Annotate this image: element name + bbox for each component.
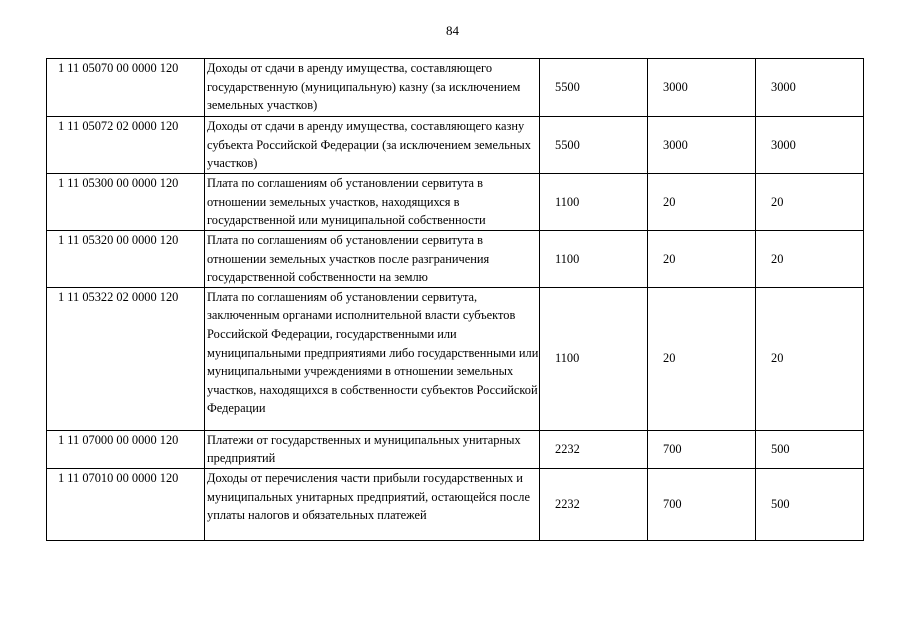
table-row <box>47 287 864 430</box>
revenue-description-cell: Плата по соглашениям об установлении сервитута, заключенным органами исполнительной власти субъектов Российской Федерации, государственными или муниципальными предприятиями либо государственными или муниципальными учреждениями в отношении земельных участков, находящихся в собственности субъектов Российской Федерации <box>205 287 540 430</box>
table-row <box>47 468 864 540</box>
amount-cell-3: 20 <box>756 231 864 288</box>
revenue-description-cell: Доходы от сдачи в аренду имущества, составляющего казну субъекта Российской Федерации (за исключением земельных участков) <box>205 117 540 174</box>
revenue-description-cell: Доходы от перечисления части прибыли государственных и муниципальных унитарных предприятий, остающейся после уплаты налогов и обязательных платежей <box>205 468 540 540</box>
amount-cell-1: 2232 <box>540 468 648 540</box>
revenue-code-cell: 1 11 07000 00 0000 120 <box>47 430 205 468</box>
amount-cell-3: 20 <box>756 287 864 430</box>
amount-cell-1: 2232 <box>540 430 648 468</box>
amount-cell-1: 1100 <box>540 231 648 288</box>
amount-cell-1: 1100 <box>540 174 648 231</box>
amount-cell-2: 3000 <box>648 117 756 174</box>
table-row <box>47 231 864 288</box>
revenue-code-cell: 1 11 05300 00 0000 120 <box>47 174 205 231</box>
table-row <box>47 117 864 174</box>
page-number: 84 <box>446 23 459 38</box>
amount-cell-3: 20 <box>756 174 864 231</box>
revenue-code-cell: 1 11 07010 00 0000 120 <box>47 468 205 540</box>
amount-cell-3: 500 <box>756 430 864 468</box>
table-row <box>47 174 864 231</box>
budget-revenue-table <box>46 58 864 541</box>
revenue-description-cell: Доходы от сдачи в аренду имущества, составляющего государственную (муниципальную) казну (за исключением земельных участков) <box>205 59 540 117</box>
revenue-code-cell: 1 11 05070 00 0000 120 <box>47 59 205 117</box>
amount-cell-3: 3000 <box>756 117 864 174</box>
table-row <box>47 430 864 468</box>
revenue-description-cell: Плата по соглашениям об установлении сервитута в отношении земельных участков, находящихся в государственной или муниципальной собственности <box>205 174 540 231</box>
revenue-code-cell: 1 11 05322 02 0000 120 <box>47 287 205 430</box>
amount-cell-2: 700 <box>648 468 756 540</box>
amount-cell-3: 500 <box>756 468 864 540</box>
amount-cell-1: 1100 <box>540 287 648 430</box>
revenue-code-cell: 1 11 05320 00 0000 120 <box>47 231 205 288</box>
amount-cell-1: 5500 <box>540 59 648 117</box>
amount-cell-2: 20 <box>648 231 756 288</box>
amount-cell-1: 5500 <box>540 117 648 174</box>
amount-cell-2: 700 <box>648 430 756 468</box>
revenue-description-cell: Плата по соглашениям об установлении сервитута в отношении земельных участков после разграничения государственной собственности на землю <box>205 231 540 288</box>
amount-cell-2: 20 <box>648 287 756 430</box>
table-row <box>47 59 864 117</box>
amount-cell-2: 3000 <box>648 59 756 117</box>
revenue-description-cell: Платежи от государственных и муниципальных унитарных предприятий <box>205 430 540 468</box>
amount-cell-3: 3000 <box>756 59 864 117</box>
amount-cell-2: 20 <box>648 174 756 231</box>
revenue-code-cell: 1 11 05072 02 0000 120 <box>47 117 205 174</box>
